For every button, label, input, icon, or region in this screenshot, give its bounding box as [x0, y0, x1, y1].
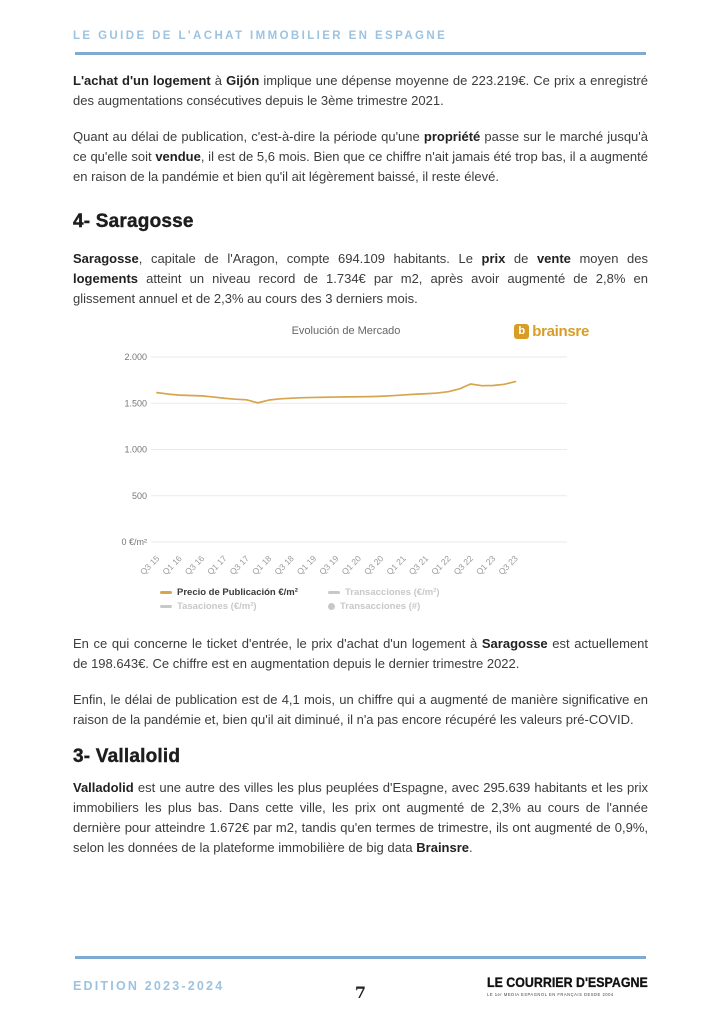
brainsre-logo-text: brainsre [532, 323, 589, 340]
courrier-espagne-logo-title: LE COURRIER D'ESPAGNE [487, 975, 648, 990]
legend-label: Transacciones (€/m²) [345, 587, 440, 598]
x-axis-tick-label: Q1 16 [160, 553, 184, 577]
emphasis-text: Valladolid [73, 780, 134, 795]
section-heading-saragosse: 4- Saragosse [73, 211, 194, 232]
text-segment: . [469, 840, 473, 855]
x-axis-tick-label: Q3 23 [496, 553, 520, 577]
paragraph-entry-ticket [73, 634, 648, 674]
text-segment: , capitale de l'Aragon, compte 694.109 habitants. Le [138, 251, 482, 266]
paragraph-covid-delay [73, 690, 648, 730]
header-divider [75, 52, 646, 55]
x-axis-tick-label: Q1 18 [249, 553, 274, 577]
chart-title: Evolución de Mercado [291, 325, 401, 337]
legend-dot-marker [328, 603, 335, 610]
emphasis-text: L'achat d'un logement [73, 73, 211, 88]
legend-item [328, 587, 577, 598]
text-segment: Enfin, le délai de publication est de 4,1 mois, un chiffre qui a augmenté de manière significative en raison de la pandémie et, bien qu'il ait diminué, il n'a pas encore récupéré les valeurs pré-COVID. [73, 692, 648, 727]
x-axis-tick-label: Q1 19 [294, 553, 319, 577]
text-segment: implique une dépense moyenne de 223.219€. Ce prix a enregistré des augmentations consécutives depuis le 3ème trimestre 2021. [73, 73, 648, 108]
text-segment: En ce qui concerne le ticket d'entrée, le prix d'achat d'un logement à [73, 636, 482, 651]
legend-label: Transacciones (#) [340, 601, 421, 612]
legend-item [160, 587, 328, 598]
page-header [73, 30, 648, 55]
market-evolution-chart [115, 323, 589, 612]
guide-title: LE GUIDE DE L'ACHAT IMMOBILIER EN ESPAGNE [73, 30, 448, 42]
legend-item [328, 601, 577, 612]
y-axis-tick-label: 500 [131, 490, 147, 501]
chart-legend [160, 587, 577, 612]
series-line [157, 382, 515, 403]
section-heading-valladolid: 3- Vallalolid [73, 746, 181, 767]
x-axis-tick-label: Q3 17 [227, 553, 252, 577]
text-segment: est une autre des villes les plus peuplées d'Espagne, avec 295.639 habitants et les prix immobiliers les plus bas. Dans cette ville, les prix ont augmenté de 2,3% au cours de l'année dernière pour atteindre 1.672€ par m2, tandis qu'en termes de trimestre, ils ont augmenté de 0,9%, selon les données de la plateforme immobilière de big data [73, 780, 648, 855]
x-axis-tick-label: Q3 21 [406, 553, 431, 577]
courrier-espagne-logo [487, 975, 648, 997]
text-segment: est actuellement de 198.643€. Ce chiffre est en augmentation depuis le dernier trimestre 2022. [73, 636, 648, 671]
emphasis-text: Saragosse [73, 251, 139, 266]
text-segment: passe sur le marché jusqu'à ce qu'elle soit [73, 129, 648, 164]
page-number: 7 [354, 983, 367, 1002]
x-axis-tick-label: Q1 20 [339, 553, 364, 577]
x-axis-tick-label: Q3 15 [137, 553, 162, 577]
emphasis-text: Brainsre [416, 840, 470, 855]
legend-label: Tasaciones (€/m²) [177, 601, 257, 612]
footer-divider [75, 956, 646, 959]
y-axis-tick-label: 1.000 [124, 444, 147, 455]
edition-label: EDITION 2023-2024 [73, 979, 225, 993]
x-axis-tick-label: Q3 19 [317, 553, 341, 577]
y-axis-tick-label: 0 €/m² [121, 537, 147, 547]
legend-label: Precio de Publicación €/m² [177, 587, 298, 598]
x-axis-tick-label: Q3 20 [361, 553, 386, 577]
text-segment: Quant au délai de publication, c'est-à-dire la période qu'une [73, 129, 424, 144]
y-axis-tick-label: 1.500 [124, 398, 147, 409]
emphasis-text: Saragosse [481, 636, 548, 651]
brainsre-logo-icon: b [514, 324, 529, 339]
x-axis-tick-label: Q1 22 [429, 553, 453, 577]
paragraph-gijon-price [73, 71, 648, 111]
text-segment: moyen des [570, 251, 649, 266]
legend-dash-marker [328, 591, 340, 593]
x-axis-tick-label: Q3 22 [451, 553, 476, 577]
page-footer [73, 956, 648, 1015]
emphasis-text: propriété [423, 129, 481, 144]
x-axis-tick-label: Q1 23 [473, 553, 498, 577]
emphasis-text: vendue [155, 149, 201, 164]
emphasis-text: logements [73, 271, 139, 286]
x-axis-tick-label: Q1 21 [384, 553, 408, 577]
emphasis-text: vente [536, 251, 571, 266]
paragraph-saragosse-intro [73, 249, 648, 309]
y-axis-tick-label: 2.000 [124, 352, 147, 362]
text-segment: , il est de 5,6 mois. Bien que ce chiffre n'ait jamais été trop bas, il a augmenté en raison de la pandémie et bien qu'il ait légèrement baissé, il reste élevé. [73, 149, 648, 184]
paragraph-valladolid [73, 778, 648, 858]
legend-dash-marker [160, 591, 172, 593]
paragraph-publication-delay [73, 127, 648, 187]
text-segment: atteint un niveau record de 1.734€ par m2, après avoir augmenté de 2,8% en glissement annuel et de 2,3% au cours des 3 derniers mois. [73, 271, 648, 306]
price-evolution-line-chart [115, 343, 577, 595]
emphasis-text: prix [481, 251, 506, 266]
text-segment: à [210, 73, 227, 88]
x-axis-tick-label: Q3 18 [272, 553, 296, 577]
emphasis-text: Gijón [226, 73, 260, 88]
brainsre-logo [514, 323, 589, 340]
legend-dash-marker [160, 605, 172, 607]
legend-item [160, 601, 328, 612]
courrier-espagne-logo-tagline: LE 1er MEDIA ESPAGNOL EN FRANÇAIS DESDE 2004 [487, 991, 614, 997]
x-axis-tick-label: Q3 16 [182, 553, 207, 577]
x-axis-tick-label: Q1 17 [205, 553, 229, 577]
text-segment: de [505, 251, 537, 266]
